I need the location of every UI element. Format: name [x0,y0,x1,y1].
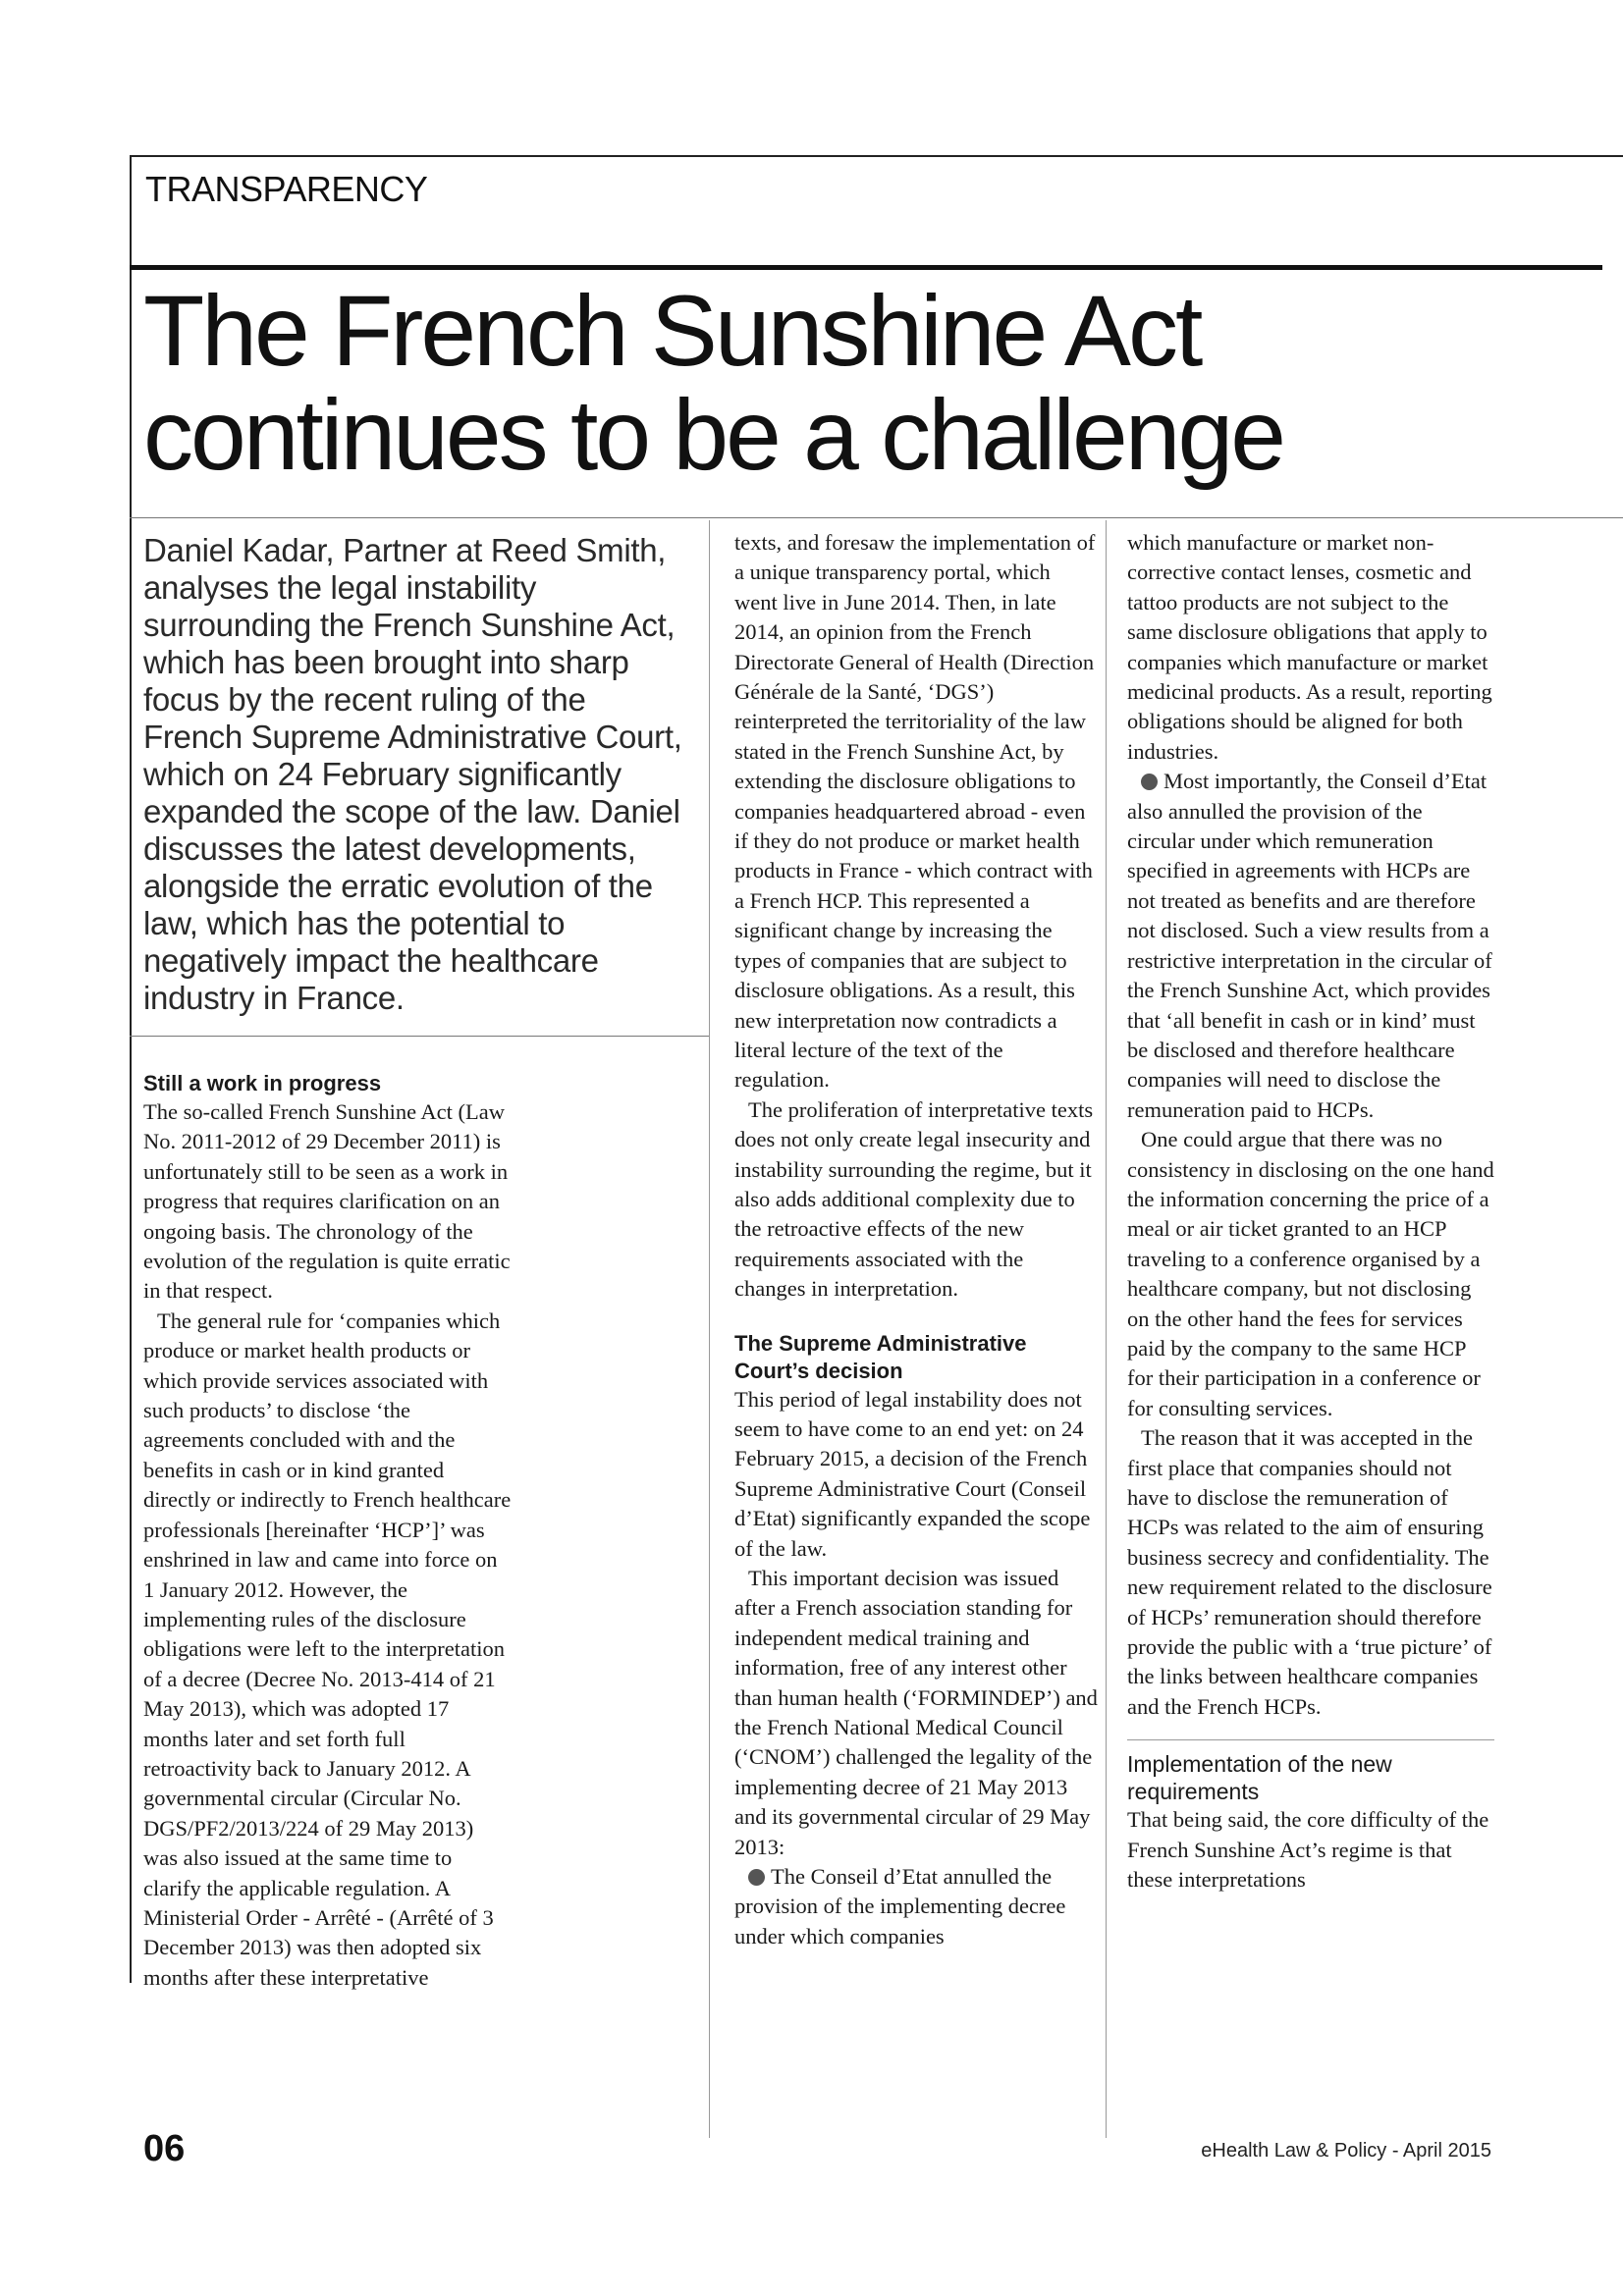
paragraph: This important decision was issued after a French association standing for independent medical training and information, free of any interest other than human health (‘FORMINDEP’) and the French National Medical Council (‘CNOM’) challenged the legality of the implementing decree of 21 May 2013 and its governmental circular of 29 May 2013: [734,1566,1098,1859]
column-separator-2 [1106,520,1107,2138]
subheading-implementation: Implementation of the new requirements [1127,1751,1392,1805]
article-column-2 [734,528,1098,1951]
paragraph: The general rule for ‘companies which produce or market health products or which provide services associated with such products’ to disclose ‘the agreements concluded with and the benefits in cash or in kind granted directly or indirectly to French healthcare professionals [hereinafter ‘HCP’]’ was enshrined in law and came into force on 1 January 2012. However, the implementing rules of the disclosure obligations were left to the interpretation of a decree (Decree No. 2013-414 of 21 May 2013), which was adopted 17 months later and set forth full retroactivity back to January 2012. A governmental circular (Circular No. DGS/PF2/2013/224 of 29 May 2013) was also issued at the same time to clarify the applicable regulation. A Ministerial Order - Arrêté - (Arrêté of 3 December 2013) was then adopted six months after these interpretative [143,1308,512,1990]
paragraph: This period of legal instability does not seem to have come to an end yet: on 24 February 2015, a decision of the French Supreme Administrative Court (Conseil d’Etat) significantly expanded the scope of the law. [734,1386,1091,1561]
bullet-paragraph [1127,767,1494,1125]
article-column-3 [1127,528,1494,1895]
bullet-text: Most importantly, the Conseil d’Etat also annulled the provision of the circular under which remuneration specified in agreements with HCPs are not treated as benefits and are therefore not disclosed. Such a view results from a restrictive interpretation in the circular of the French Sunshine Act, which provides that ‘all benefit in cash or in kind’ must be disclosed and therefore healthcare companies will need to disclose the remuneration paid to HCPs. [1127,769,1492,1122]
article-standfirst: Daniel Kadar, Partner at Reed Smith, analyses the legal instability surrounding the French Sunshine Act, which has been brought into sharp focus by the recent ruling of the French Supreme Administrative Court, which on 24 February significantly expanded the scope of the law. Daniel discusses the latest developments, alongside the erratic evolution of the law, which has the potential to negatively impact the healthcare industry in France. [143,532,682,1016]
paragraph: That being said, the core difficulty of the French Sunshine Act’s regime is that these interpretations [1127,1807,1489,1893]
bullet-icon [748,1869,765,1886]
paragraph: The proliferation of interpretative texts does not only create legal insecurity and instability surrounding the regime, but it also adds additional complexity due to the retroactive effects of the new requirements associated with the changes in interpretation. [734,1096,1094,1302]
paragraph: The so-called French Sunshine Act (Law No. 2011-2012 of 29 December 2011) is unfortunately still to be seen as a work in progress that requires clarification on an ongoing basis. The chronology of the evolution of the regulation is quite erratic in that respect. [143,1099,511,1304]
article-column-1 [143,1070,513,1993]
bullet-paragraph [734,1862,1098,1951]
header-divider [130,265,1602,270]
bullet-icon [1141,774,1158,790]
paragraph: which manufacture or market non-corrective contact lenses, cosmetic and tattoo products are not subject to the same disclosure obligations that apply to companies which manufacture or market medicinal products. As a result, reporting obligations should be aligned for both industries. [1127,530,1492,764]
subheading-supreme-court-decision: The Supreme Administrative Court’s decision [734,1330,1027,1383]
top-frame-rule [130,155,1623,157]
paragraph: The reason that it was accepted in the first place that companies should not have to disclose the remuneration of HCPs was related to the aim of ensuring business secrecy and confidentiality. The new requirement related to the disclosure of HCPs’ remuneration should therefore provide the public with a ‘true picture’ of the links between healthcare companies and the French HCPs. [1127,1425,1492,1719]
page-number: 06 [143,2128,186,2169]
article-headline: The French Sunshine Act continues to be a challenge [143,275,1283,491]
paragraph: One could argue that there was no consistency in disclosing on the one hand the information concerning the price of a meal or air ticket granted to an HCP traveling to a conference organised by a healthcare company, but not disclosing on the other hand the fees for services paid by the company to the same HCP for their participation in a conference or for consulting services. [1127,1127,1494,1420]
subheading-rule [1127,1739,1494,1740]
standfirst-divider [130,1036,709,1037]
left-frame-rule [130,157,132,1983]
publication-footer: eHealth Law & Policy - April 2015 [1201,2140,1491,2162]
intro-divider [130,517,1623,518]
subheading-work-in-progress: Still a work in progress [143,1071,382,1095]
paragraph: texts, and foresaw the implementation of a unique transparency portal, which went live in June 2014. Then, in late 2014, an opinion from the French Directorate General of Health (Direction Générale de la Santé, ‘DGS’) reinterpreted the territoriality of the law stated in the French Sunshine Act, by extending the disclosure obligations to companies headquartered abroad - even if they do not produce or market health products in France - which contract with a French HCP. This represented a significant change by increasing the types of companies that are subject to disclosure obligations. As a result, this new interpretation now contradicts a literal lecture of the text of the regulation. [734,530,1096,1093]
column-separator-1 [709,520,710,2138]
bullet-text: The Conseil d’Etat annulled the provision of the implementing decree under which companies [734,1864,1066,1949]
section-label: TRANSPARENCY [145,169,428,209]
